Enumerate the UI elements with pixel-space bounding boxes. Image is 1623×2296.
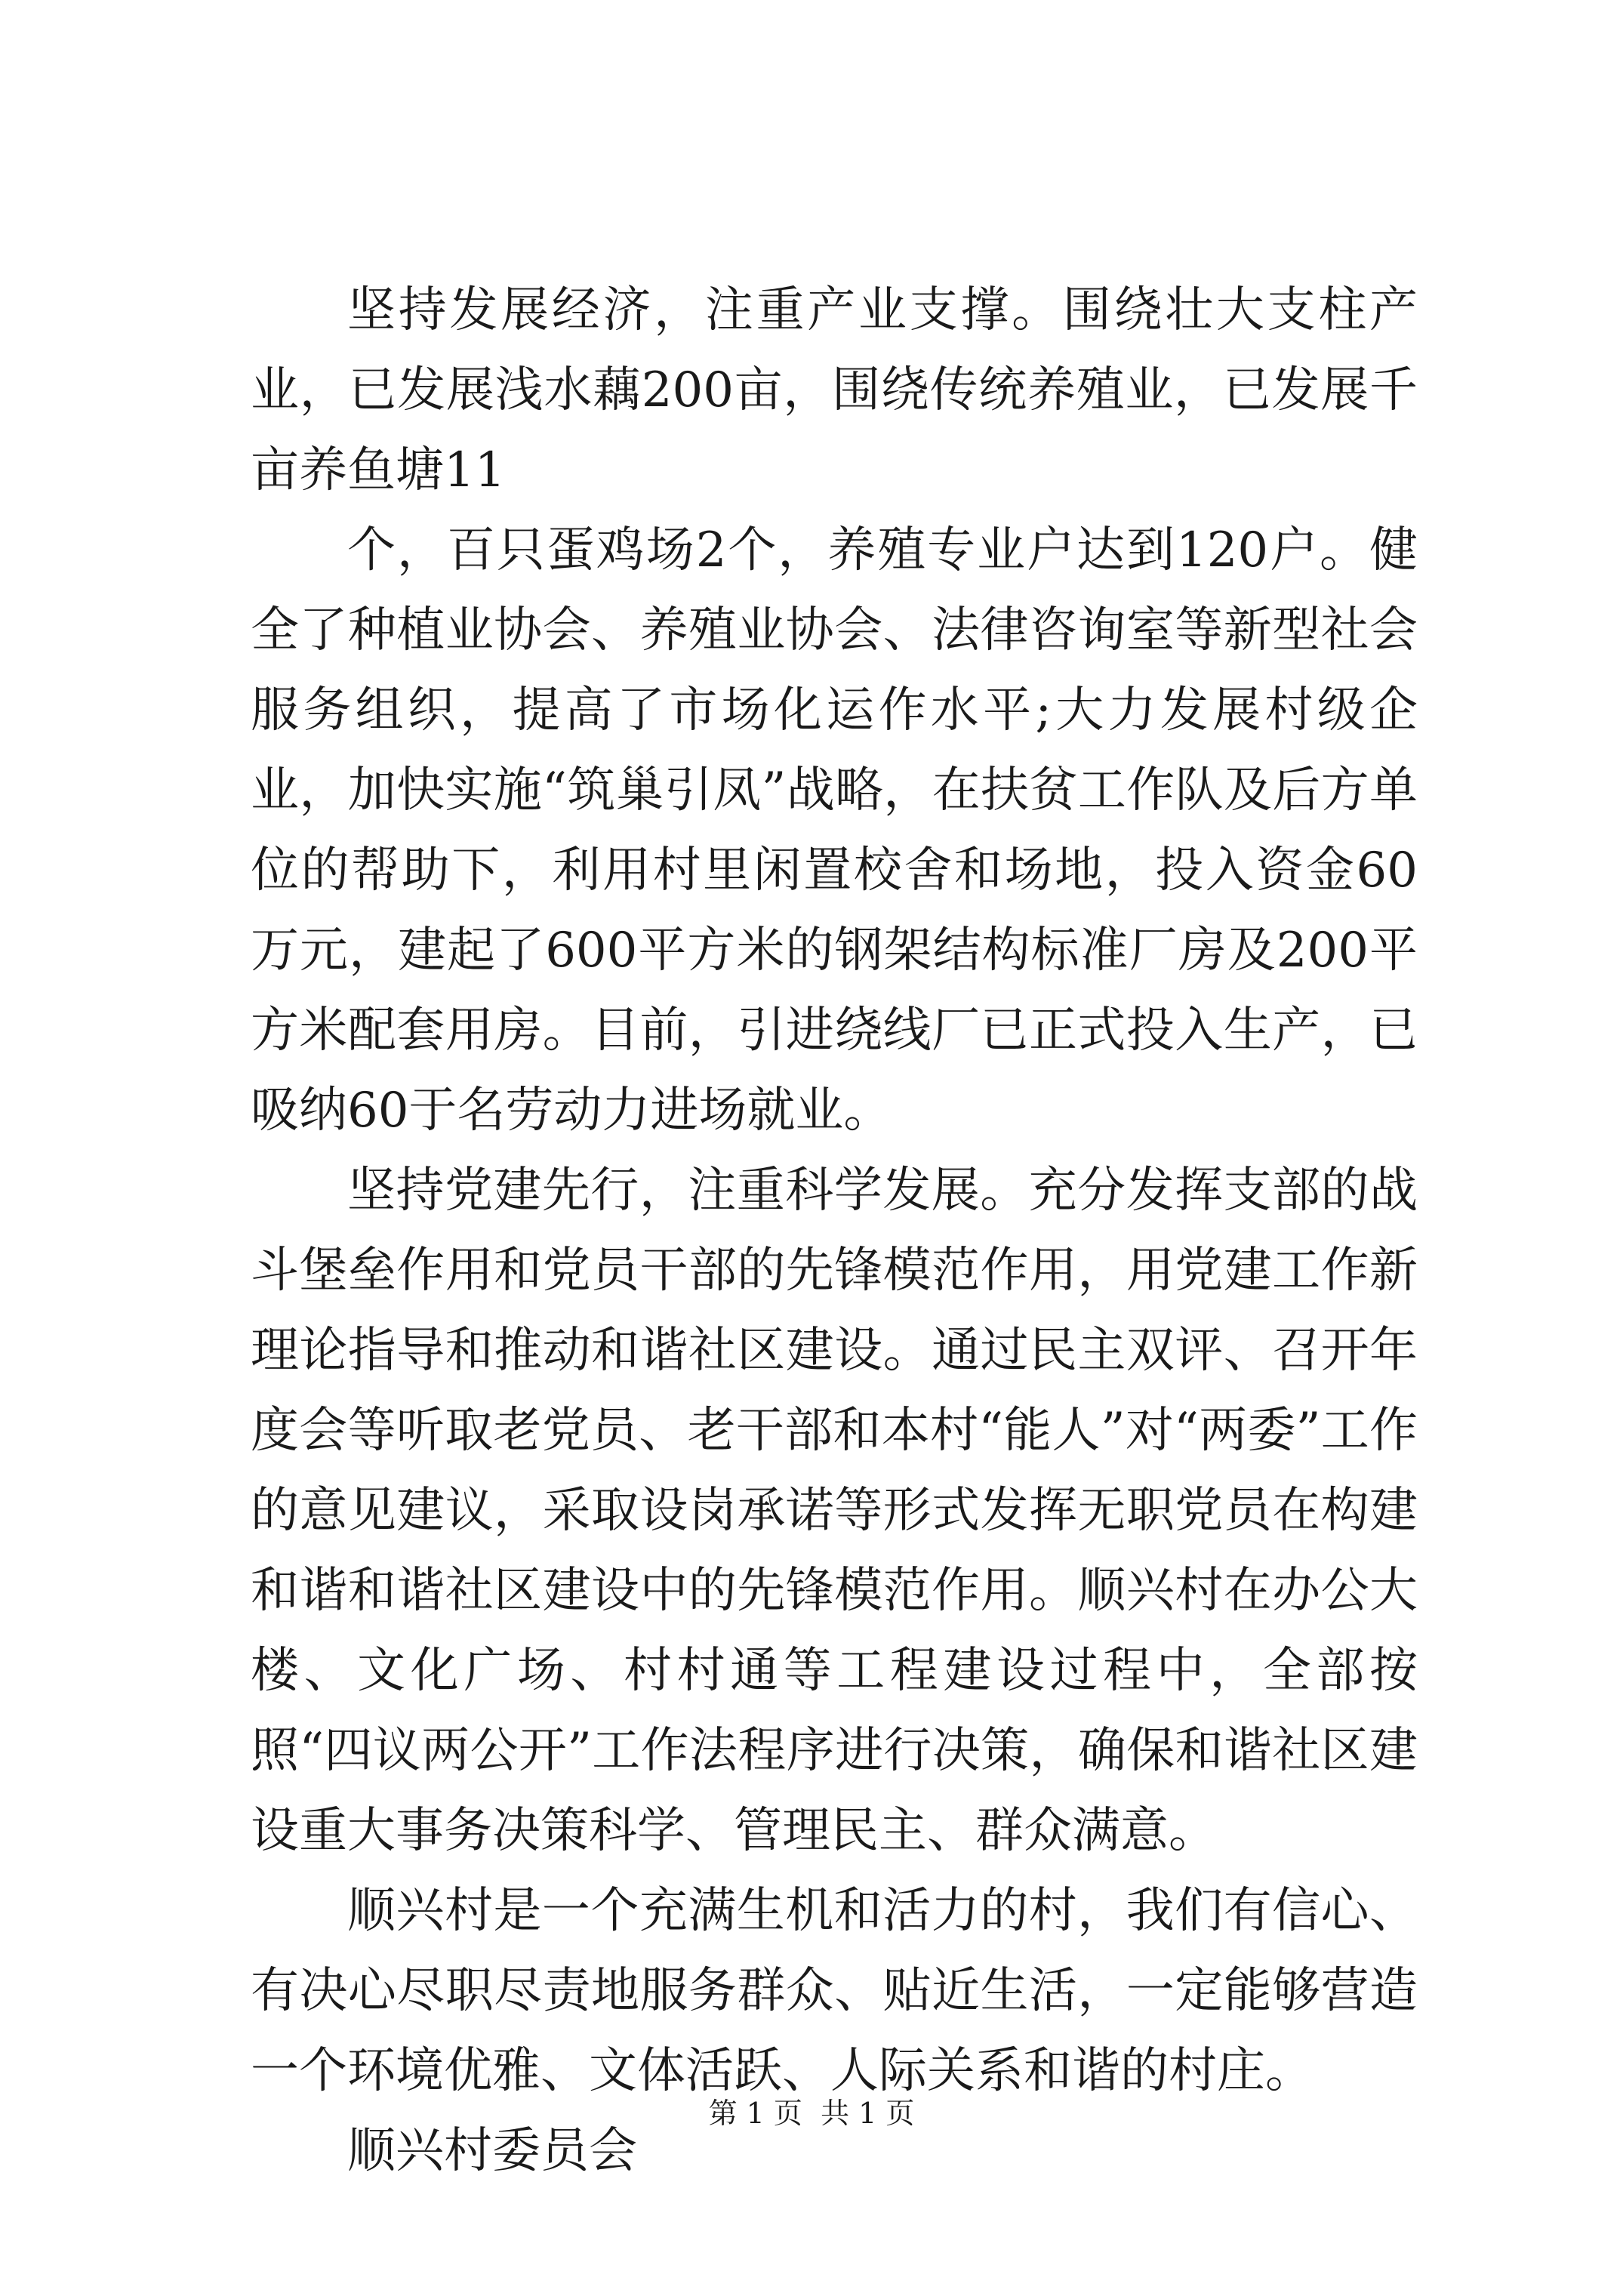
paragraph-industry-details: 个，百只蛋鸡场2个，养殖专业户达到120户。健全了种植业协会、养殖业协会、法律咨询室等新型社会服务组织，提高了市场化运作水平;大力发展村级企业，加快实施“筑巢引凤”战略，在扶贫工作队及后方单位的帮助下，利用村里闲置校舍和场地，投入资金60万元，建起了600平方米的钢架结构标准厂房及200平方米配套用房。目前，引进绕线厂已正式投入生产，已吸纳60于名劳动力进场就业。 — [251, 522, 1418, 1139]
paragraph-party-building: 坚持党建先行，注重科学发展。充分发挥支部的战斗堡垒作用和党员干部的先锋模范作用，用党建工作新理论指导和推动和谐社区建设。通过民主双评、召开年度会等听取老党员、老干部和本村“能人”对“两委”工作的意见建议，采取设岗承诺等形式发挥无职党员在构建和谐和谐社区建设中的先锋模范作用。顺兴村在办公大楼、文化广场、村村通等工程建设过程中，全部按照“四议两公开”工作法程序进行决策，确保和谐社区建设重大事务决策科学、管理民主、群众满意。 — [251, 1163, 1418, 1859]
signature-committee: 顺兴村委员会 — [347, 2123, 637, 2179]
page-number: 第 1 页 共 1 页 — [708, 2097, 915, 2130]
paragraph-economy: 坚持发展经济，注重产业支撑。围绕壮大支柱产业，已发展浅水藕200亩，围绕传统养殖业，已发展千亩养鱼塘11 — [251, 282, 1418, 498]
document-body — [251, 270, 1418, 2191]
paragraph-conclusion: 顺兴村是一个充满生机和活力的村，我们有信心、有决心尽职尽责地服务群众、贴近生活，一定能够营造一个环境优雅、文体活跃、人际关系和谐的村庄。 — [251, 1883, 1418, 2099]
page-footer — [0, 2090, 1623, 2131]
